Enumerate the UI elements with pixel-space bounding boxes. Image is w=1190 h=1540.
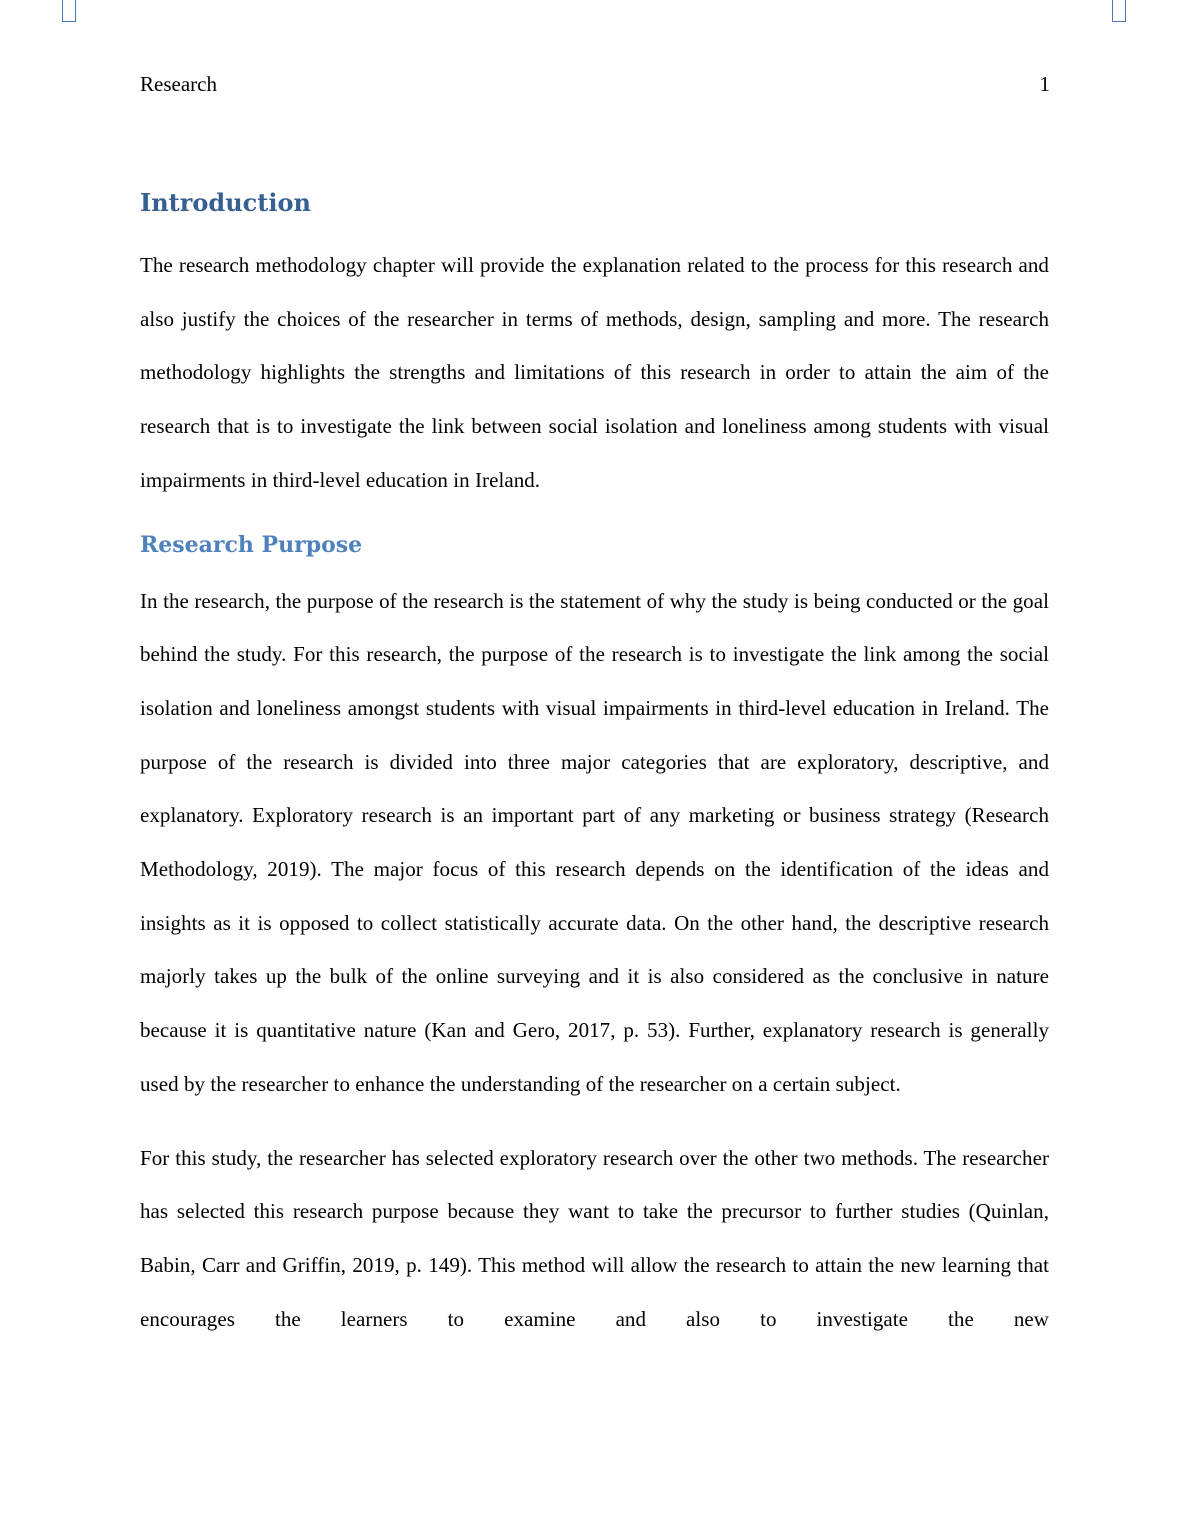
left-corner-mark (62, 0, 76, 22)
introduction-paragraph: The research methodology chapter will provide the explanation related to the process for this research and also justify the choices of the researcher in terms of methods, design, sampling and more. The research methodology highlights the strengths and limitations of this research in order to attain the aim of the research that is to investigate the link between social isolation and loneliness among students with visual impairments in third-level education in Ireland. (140, 253, 1049, 492)
document-body (140, 183, 1049, 1346)
running-head: Research (140, 72, 217, 96)
research-purpose-paragraph-1: In the research, the purpose of the research is the statement of why the study is being conducted or the goal behind the study. For this research, the purpose of the research is to investigate the link among the social isolation and loneliness amongst students with visual impairments in third-level education in Ireland. The purpose of the research is divided into three major categories that are exploratory, descriptive, and explanatory. Exploratory research is an important part of any marketing or business strategy (Research Methodology, 2019). The major focus of this research depends on the identification of the ideas and insights as it is opposed to collect statistically accurate data. On the other hand, the descriptive research majorly takes up the bulk of the online surveying and it is also considered as the conclusive in nature because it is quantitative nature (Kan and Gero, 2017, p. 53). Further, explanatory research is generally used by the researcher to enhance the understanding of the researcher on a certain subject. (140, 588, 1049, 1096)
right-corner-mark (1112, 0, 1126, 22)
page-number: 1 (1039, 72, 1050, 96)
page-header (140, 70, 1050, 98)
research-purpose-heading: Research Purpose (140, 531, 363, 558)
research-purpose-paragraph-2: For this study, the researcher has selected exploratory research over the other two methods. The researcher has selected this research purpose because they want to take the precursor to further studies (Quinlan, Babin, Carr and Griffin, 2019, p. 149). This method will allow the research to attain the new learning that encourages the learners to examine and also to investigate the new (140, 1145, 1049, 1331)
introduction-heading: Introduction (140, 188, 311, 217)
